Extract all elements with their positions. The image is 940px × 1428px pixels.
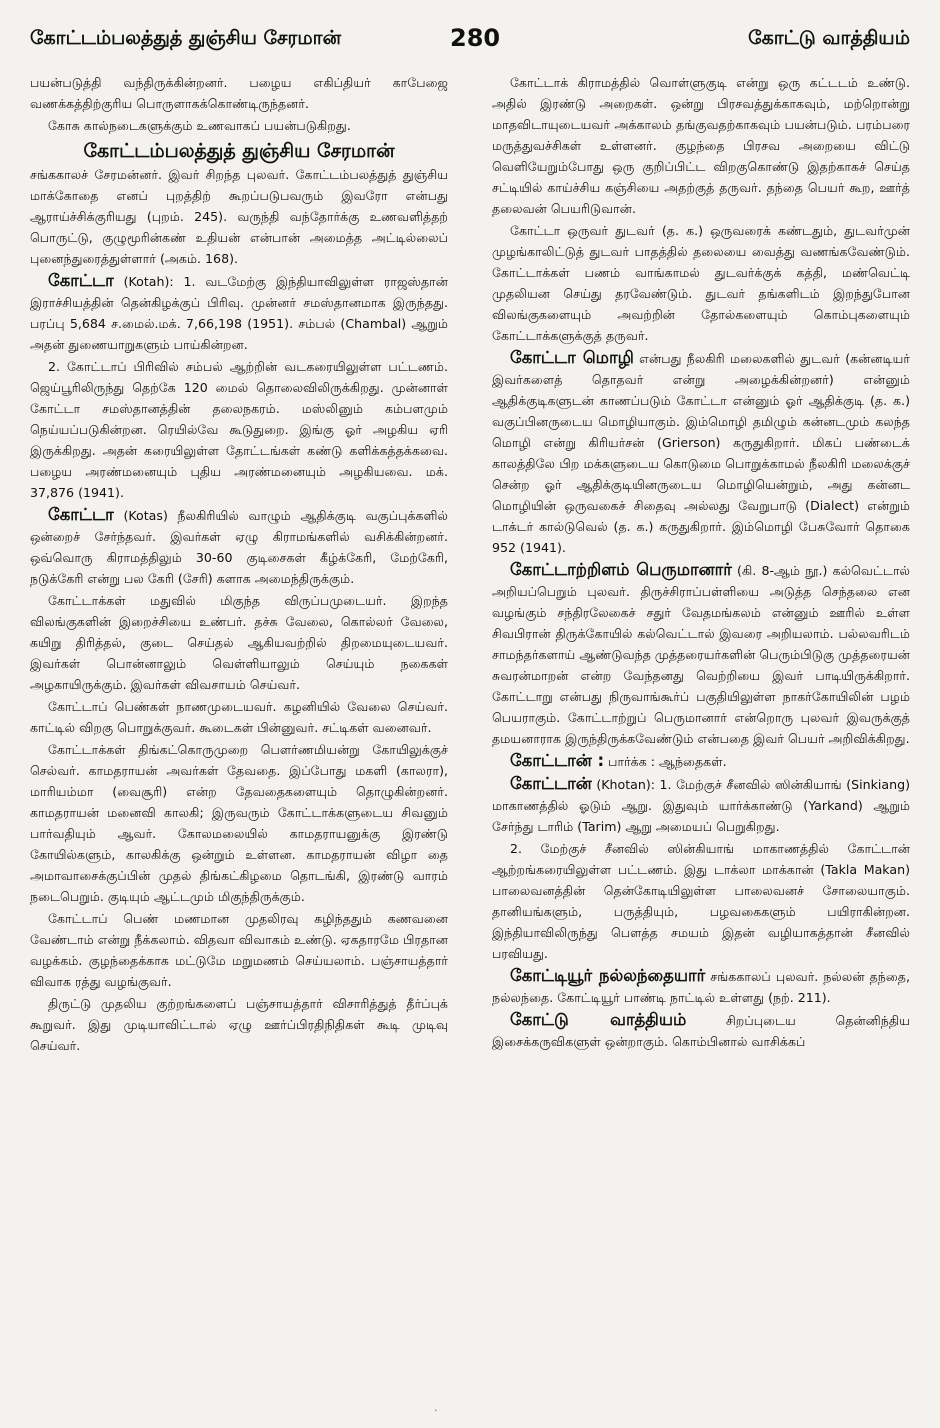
paragraph: கோட்டாப் பெண் மணமான முதலிரவு கழிந்ததும் கணவனை வேண்டாம் என்று நீக்கலாம். விதவா விவாகம் உண்டு. ஏகதாரமே பிரதான வழக்கம். குழந்தைக்காக மட்டுமே மறுமணம் செய்யலாம். பஞ்சாயத்தார் விவாக ரத்து வழங்குவர். (30, 911, 448, 989)
entry-paragraph (492, 347, 910, 558)
paragraph: 2. மேற்குச் சீனவில் ஸின்கியாங் மாகாணத்தில் கோட்டான் ஆற்றங்கரையிலுள்ள பட்டணம். இது டாக்லா மாக்கான் (Takla Makan) பாலைவனத்தின் தென்கோடியிலுள்ள பாலைவனச் சோலையாகும். தானியங்களும், பருத்தியும், பழவகைகளும் பயிராகின்றன. இந்தியாவிலிருந்து பௌத்த சமயம் இதன் வழியாகத்தான் சீனவில் பரவியது. (492, 841, 910, 961)
left-column (30, 72, 448, 1372)
entry-text: சங்ககாலப் புலவர். நல்லன் தந்தை, நல்லந்தை. கோட்டியூர் பாண்டி நாட்டில் உள்ளது (நற். 211). (492, 969, 910, 1005)
footer-mark: · (434, 1404, 438, 1417)
entry-paragraph (492, 750, 910, 772)
paragraph: கோட்டா ஒருவர் துடவர் (த. க.) ஒருவரைக் கண்டதும், துடவர்முன் முழங்காலிட்டுத் துடவர் பாதத்தில் தலையை வைத்து வணங்கவேண்டும். கோட்டாக்கள் பணம் வாங்காமல் துடவர்க்குக் கத்தி, மண்வெட்டி முதலியன செய்து தரவேண்டும். துடவர் தங்களிடம் இறந்துபோன விலங்குகளையும் அவற்றின் தோல்களையும் கொம்புகளையும் கோட்டாக்களுக்குத் தருவர். (492, 223, 910, 343)
entry-headword: கோட்டா (48, 271, 114, 290)
entry-headword: கோட்டாற்றிளம் பெருமானார் (510, 560, 732, 579)
paragraph: கோட்டாப் பெண்கள் நாணமுடையவர். கழனியில் வேலை செய்வர். காட்டில் விறகு பொறுக்குவர். கூடைகள் பின்னுவர். சட்டிகள் வனைவர். (30, 699, 448, 735)
entry-headword: கோட்டு வாத்தியம் (510, 1010, 687, 1029)
entry-headword: கோட்டா (48, 505, 114, 524)
entry-text: (Kotah): 1. வடமேற்கு இந்தியாவிலுள்ள ராஜஸ்தான் இராச்சியத்தின் தென்கிழக்குப் பிரிவு. முன்னர் சமஸ்தானமாக இருந்தது. பரப்பு 5,684 ச.மைல்.மக். 7,66,198 (1951). சம்பல் (Chambal) ஆறும் அதன் துணையாறுகளும் பாய்கின்றன. (30, 274, 448, 352)
paragraph: கோட்டாக்கள் மதுவில் மிகுந்த விருப்பமுடையர். இறந்த விலங்குகளின் இறைச்சியை உண்பர். தச்சு வேலை, கொல்லர் வேலை, கயிறு திரித்தல், குடை செய்தல் ஆகியவற்றில் திறமையுடையவர். இவர்கள் பொன்னாலும் வெள்ளியாலும் செய்யும் நகைகள் அழகாயிருக்கும். இவர்கள் விவசாயம் செய்வர். (30, 593, 448, 692)
header-left-title: கோட்டம்பலத்துத் துஞ்சிய சேரமான் (30, 27, 341, 49)
entry-headword: கோட்டா மொழி (510, 348, 634, 367)
entry-text: பார்க்க : ஆந்தைகள். (608, 754, 727, 769)
entry-heading: கோட்டம்பலத்துத் துஞ்சிய சேரமான் (83, 140, 395, 162)
paragraph: 2. கோட்டாப் பிரிவில் சம்பல் ஆற்றின் வடகரையிலுள்ள பட்டணம். ஜெய்பூரிலிருந்து தெற்கே 120 மைல் தொலைவிலிருக்கிறது. முன்னாள் கோட்டா சமஸ்தானத்தின் தலைநகரம். மஸ்லினும் கம்பளமும் நெய்யப்படுகின்றன. ரெயில்வே கூடுதுறை. இங்கு ஓர் அழகிய ஏரி இருக்கிறது. அதன் கரையிலுள்ள தோட்டங்கள் கண்டு களிக்கத்தக்கவை. பழைய அரண்மனையும் புதிய அரண்மனையும் அழகியவை. மக். 37,876 (1941). (30, 359, 448, 500)
entry-paragraph (30, 504, 448, 589)
page-number: 280 (450, 24, 501, 52)
entry-paragraph (492, 1009, 910, 1052)
entry-text: சிறப்புடைய தென்னிந்திய இசைக்கருவிகளுள் ஒன்றாகும். கொம்பினால் வாசிக்கப் (492, 1013, 910, 1049)
entry-paragraph (492, 559, 910, 749)
entry-text: (Khotan): 1. மேற்குச் சீனவில் ஸின்கியாங் (Sinkiang) மாகாணத்தில் ஓடும் ஆறு. இதுவும் யார்க்காண்டு (Yarkand) ஆறும் சேர்ந்து டாரிம் (Tarim) ஆறு அமையப் பெறுகிறது. (492, 777, 910, 834)
entry-paragraph (30, 270, 448, 355)
entry-body: சங்ககாலச் சேரமன்னர். இவர் சிறந்த புலவர். கோட்டம்பலத்துத் துஞ்சிய மாக்கோதை எனப் புறத்திற் கூறப்படுபவரும் இவரோ என்பது ஆராய்ச்சிக்குரியது (புறம். 245). வருந்தி வந்தோர்க்கு உணவளித்தற் பொருட்டு, குழுமூரின்கண் உதியன் என்பான் அமைத்த அட்டில்லைப் புனைந்துரைத்துள்ளார் (அகம். 168). (30, 167, 448, 266)
entry-text: (Kotas) நீலகிரியில் வாழும் ஆதிக்குடி வகுப்புக்களில் ஒன்றைச் சேர்ந்தவர். இவர்கள் ஏழு கிராமங்களில் வசிக்கின்றனர். ஒவ்வொரு கிராமத்திலும் 30-60 குடிசைகள் கீழ்க்கேரி, மேற்கேரி, நடுக்கேரி என்று பல கேரி (சேரி) களாக அமைந்திருக்கும். (30, 508, 448, 586)
running-header (30, 18, 910, 58)
entry-paragraph (492, 965, 910, 1008)
paragraph: கோட்டாக் கிராமத்தில் வொள்ளுகுடி என்று ஒரு கட்டடம் உண்டு. அதில் இரண்டு அறைகள். ஒன்று பிரசவத்துக்காகவும், மற்றொன்று மாதவிடாயுடையவர் அக்காலம் தங்குவதற்காகவும் பயன்படும். பரம்பரை மருத்துவச்சிகள் உள்ளனர். குழந்தை பிரசவ அறையை விட்டு வெளியேறும்போது ஒரு குறிப்பிட்ட விறகுகொண்டு இதற்காகச் செய்த சட்டியில் காய்ச்சிய கஞ்சியை அதற்குத் தருவர். தந்தை பெயர் கூற, ஊர்த் தலைவன் பெயரிடுவான். (492, 75, 910, 216)
paragraph: பயன்படுத்தி வந்திருக்கின்றனர். பழைய எகிப்தியர் காபேஜை வணக்கத்திற்குரிய பொருளாகக்கொண்டிருந்தனர். (30, 75, 448, 111)
entry-headword: கோட்டியூர் நல்லந்தையார் (510, 966, 706, 985)
entry-text: என்பது நீலகிரி மலைகளில் துடவர் (கன்னடியர் இவர்களைத் தொதவர் என்று அழைக்கின்றனர்) என்னும் ஆதிக்குடிகளுடன் காணப்படும் கோட்டா என்னும் ஓர் ஆதிக்குடி (த. க.) வகுப்பினருடைய மொழியாகும். இம்மொழி தமிழும் கன்னடமும் கலந்த மொழி என்று கிரியர்சன் (Grierson) கருதுகிறார். மிகப் பண்டைக் காலத்திலே பிற மக்களுடைய கொடுமை பொறுக்காமல் நீலகிரி மலைக்குச் சென்ற ஓர் ஆதிக்குடியினருடைய மொழியென்றும், அது கன்னட மொழியின் ஒருவகைச் சிதைவு அல்லது வேறுபாடு (Dialect) என்றும் டாக்டர் கால்டுவெல் (த. க.) கருதுகிறார். இம்மொழி பேசுவோர் தொகை 952 (1941). (492, 351, 910, 555)
entry-text: (கி. 8-ஆம் நூ.) கல்வெட்டால் அறியப்பெறும் புலவர். திருச்சிராப்பள்ளியை அடுத்த செந்தலை என வழங்கும் சந்திரலேகைச் சதுர் வேதமங்கலம் என்னும் ஊரில் உள்ள சிவபிரான் திருக்கோயில் கல்வெட்டால் இவரை அறியலாம். பல்லவரிடம் சாமந்தர்களாய் ஆண்டுவந்த முத்தரையர்களின் பெரும்பிடுகு முத்தரையன் சுவரன்மாறன் என்ற வேந்தனது வெற்றியை இவர் பாடியிருக்கிறார். கோட்டாறு என்பது நிருவாங்கூர்ப் பகுதியிலுள்ள நாகர்கோயிலின் பழம் பெயராகும். கோட்டாற்றுப் பெருமானார் என்றொரு புலவர் இவருக்குத் தமயனாராக இருந்திருக்கவேண்டும் என்பதை இவர் பெயர் அறிவிக்கிறது. (492, 563, 910, 746)
entry-headword: கோட்டான் (510, 774, 592, 793)
paragraph: கோசு கால்நடைகளுக்கும் உணவாகப் பயன்படுகிறது. (48, 118, 351, 133)
entry-paragraph (492, 773, 910, 837)
paragraph: கோட்டாக்கள் திங்கட்கொருமுறை பௌர்ணமியன்று கோயிலுக்குச் செல்வர். காமதராயன் அவர்கள் தேவதை. இப்போது மகளி (காலரா), மாரியம்மா (வைசூரி) என்ற தேவதைகளையும் தொழுகின்றனர். காமதராயன் மனைவி காலகி; இருவரும் கோட்டாக்களுடைய சிவனும் பார்வதியும் ஆவர். கோலமலையில் காமதராயனுக்கு இரண்டு கோயில்களும், காலகிக்கு ஒன்றும் உள்ளன. காமதராயன் விழா தை அமாவாசைக்குப்பின் முதல் திங்கட்கிழமை தொடங்கி, இரண்டு வாரம் நடைபெறும். குடியும் ஆட்டமும் மிகுந்திருக்கும். (30, 742, 448, 904)
header-right-title: கோட்டு வாத்தியம் (748, 27, 910, 49)
paragraph: திருட்டு முதலிய குற்றங்களைப் பஞ்சாயத்தார் விசாரித்துத் தீர்ப்புக் கூறுவர். இது முடியாவிட்டால் ஏழு ஊர்ப்பிரதிநிதிகள் கூடி முடிவு செய்வர். (30, 996, 448, 1053)
right-column (492, 72, 910, 1372)
entry-headword: கோட்டான் : (510, 751, 605, 770)
